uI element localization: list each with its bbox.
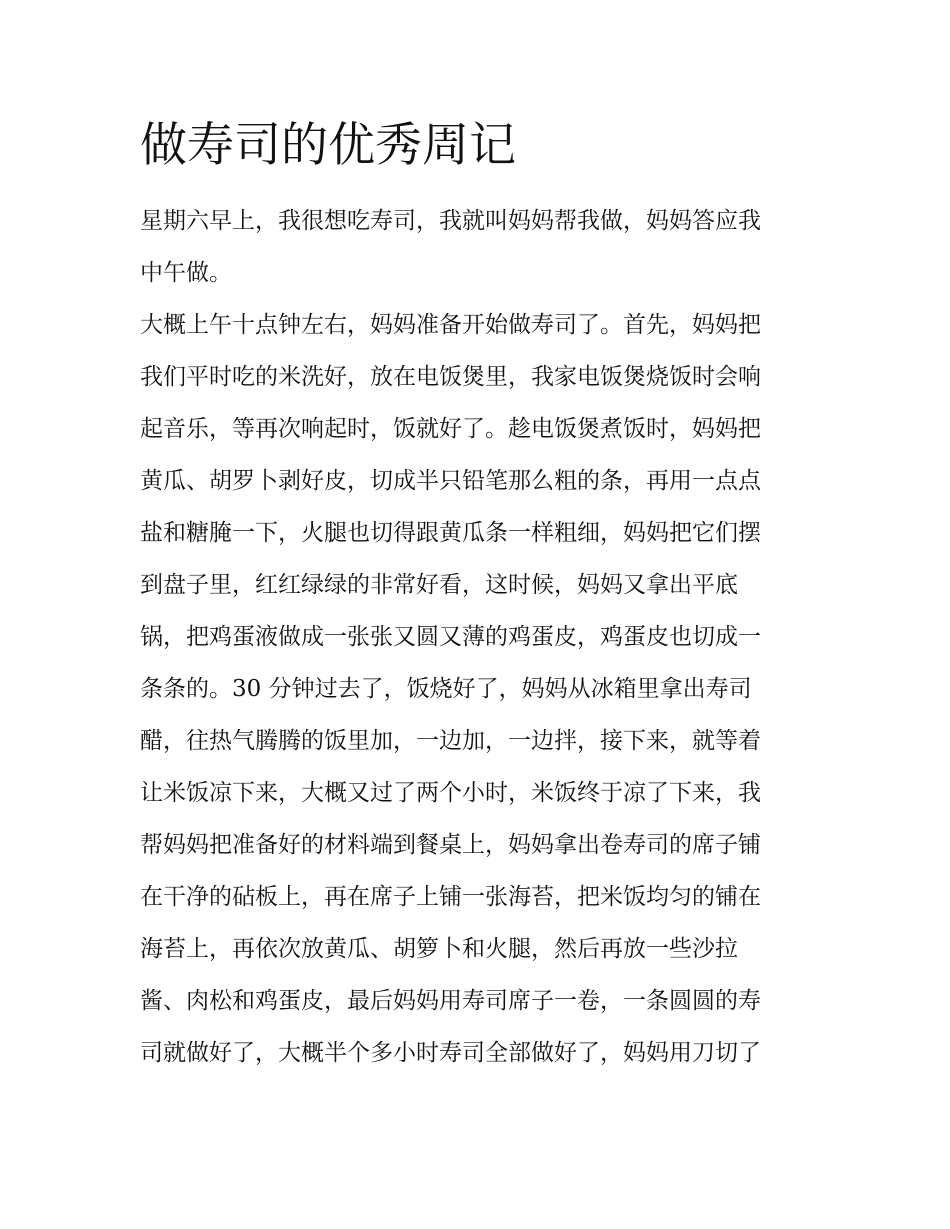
text-line: 醋，往热气腾腾的饭里加，一边加，一边拌，接下来，就等着	[140, 728, 761, 754]
text-line: 我们平时吃的米洗好，放在电饭煲里，我家电饭煲烧饭时会响	[140, 364, 761, 390]
text-line: 大概上午十点钟左右，妈妈准备开始做寿司了。首先，妈妈把	[140, 312, 761, 338]
document-title: 做寿司的优秀周记	[140, 118, 516, 173]
text-line: 帮妈妈把准备好的材料端到餐桌上，妈妈拿出卷寿司的席子铺	[140, 832, 761, 858]
text-line: 起音乐，等再次响起时，饭就好了。趁电饭煲煮饭时，妈妈把	[140, 416, 761, 442]
document-body	[140, 195, 820, 1079]
text-line: 在干净的砧板上，再在席子上铺一张海苔，把米饭均匀的铺在	[140, 884, 761, 910]
text-line: 司就做好了，大概半个多小时寿司全部做好了，妈妈用刀切了	[140, 1040, 761, 1066]
text-line: 到盘子里，红红绿绿的非常好看，这时候，妈妈又拿出平底	[140, 572, 738, 598]
text-line: 让米饭凉下来，大概又过了两个小时，米饭终于凉了下来，我	[140, 780, 761, 806]
text-line: 酱、肉松和鸡蛋皮，最后妈妈用寿司席子一卷，一条圆圆的寿	[140, 988, 761, 1014]
text-line: 星期六早上，我很想吃寿司，我就叫妈妈帮我做，妈妈答应我	[140, 208, 761, 234]
text-line: 中午做。	[140, 260, 232, 286]
text-line: 海苔上，再依次放黄瓜、胡箩卜和火腿，然后再放一些沙拉	[140, 936, 738, 962]
text-line: 黄瓜、胡罗卜剥好皮，切成半只铅笔那么粗的条，再用一点点	[140, 468, 761, 494]
text-line: 条条的。30 分钟过去了，饭烧好了，妈妈从冰箱里拿出寿司	[140, 676, 752, 702]
text-line: 盐和糖腌一下，火腿也切得跟黄瓜条一样粗细，妈妈把它们摆	[140, 520, 761, 546]
text-line: 锅，把鸡蛋液做成一张张又圆又薄的鸡蛋皮，鸡蛋皮也切成一	[140, 624, 761, 650]
